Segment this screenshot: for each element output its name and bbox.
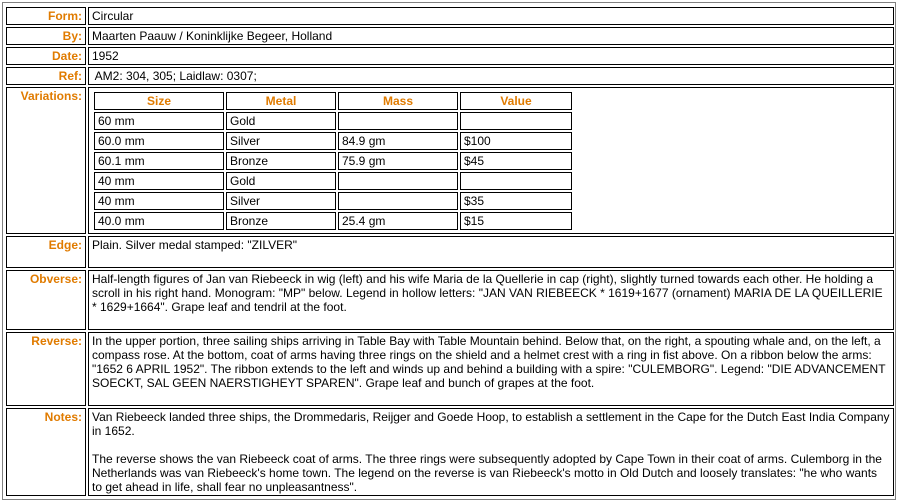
variations-table bbox=[92, 90, 574, 232]
mass-cell: 25.4 gm bbox=[338, 212, 458, 230]
mass-cell bbox=[338, 172, 458, 190]
value-cell bbox=[460, 172, 572, 190]
metal-cell: Silver bbox=[226, 192, 336, 210]
value-cell: $100 bbox=[460, 132, 572, 150]
table-row bbox=[94, 172, 572, 190]
ref-value: AM2: 304, 305; Laidlaw: 0307; bbox=[88, 67, 894, 85]
edge-label: Edge: bbox=[6, 236, 86, 268]
variations-label: Variations: bbox=[6, 87, 86, 234]
size-cell: 40 mm bbox=[94, 172, 224, 190]
form-value: Circular bbox=[88, 7, 894, 25]
date-value: 1952 bbox=[88, 47, 894, 65]
mass-cell: 75.9 gm bbox=[338, 152, 458, 170]
mass-cell bbox=[338, 112, 458, 130]
reverse-text: In the upper portion, three sailing ships arriving in Table Bay with Table Mountain behind. Below that, on the right, a spouting whale and, on the left, a compass rose. At the bottom, coat of arms having three rings on the shield and a helmet crest with a ring in fist above. On a ribbon below the arms: "1652 6 APRIL 1952". The ribbon extends to the left and winds up and behind a building with a spire: "CULEMBORG". Legend: "DIE ADVANCEMENT SOECKT, SAL GEEN NAERSTIGHEYT SPAREN". Grape leaf and bunch of grapes at the foot. bbox=[92, 334, 886, 390]
table-row bbox=[94, 152, 572, 170]
size-cell: 60.1 mm bbox=[94, 152, 224, 170]
metal-cell: Gold bbox=[226, 172, 336, 190]
metal-cell: Bronze bbox=[226, 152, 336, 170]
edge-text: Plain. Silver medal stamped: "ZILVER" bbox=[92, 238, 298, 252]
edge-value bbox=[88, 236, 894, 268]
medal-details-table bbox=[4, 5, 896, 498]
mass-cell: 84.9 gm bbox=[338, 132, 458, 150]
edge-row bbox=[6, 236, 894, 268]
header-metal: Metal bbox=[226, 92, 336, 110]
size-cell: 40 mm bbox=[94, 192, 224, 210]
obverse-row bbox=[6, 270, 894, 330]
by-value: Maarten Paauw / Koninklijke Begeer, Holland bbox=[88, 27, 894, 45]
variations-header-row bbox=[94, 92, 572, 110]
notes-label: Notes: bbox=[6, 408, 86, 496]
metal-cell: Silver bbox=[226, 132, 336, 150]
ref-row bbox=[6, 67, 894, 85]
date-row bbox=[6, 47, 894, 65]
reverse-row bbox=[6, 332, 894, 406]
value-cell: $45 bbox=[460, 152, 572, 170]
metal-cell: Bronze bbox=[226, 212, 336, 230]
size-cell: 60.0 mm bbox=[94, 132, 224, 150]
header-mass: Mass bbox=[338, 92, 458, 110]
table-row bbox=[94, 212, 572, 230]
form-label: Form: bbox=[6, 7, 86, 25]
notes-paragraph-2: The reverse shows the van Riebeeck coat of arms. The three rings were subsequently adopted by Cape Town in their coat of arms. Culemborg in the Netherlands was van Riebeeck's home town. The legend on the reverse is van Riebeeck's motto in Old Dutch and loosely translates: "he who wants to get ahead in life, shall fear no unpleasantness". bbox=[92, 452, 882, 494]
obverse-label: Obverse: bbox=[6, 270, 86, 330]
header-size: Size bbox=[94, 92, 224, 110]
value-cell: $15 bbox=[460, 212, 572, 230]
ref-label: Ref: bbox=[6, 67, 86, 85]
obverse-value bbox=[88, 270, 894, 330]
size-cell: 40.0 mm bbox=[94, 212, 224, 230]
size-cell: 60 mm bbox=[94, 112, 224, 130]
table-row bbox=[94, 112, 572, 130]
notes-value bbox=[88, 408, 894, 496]
variations-row bbox=[6, 87, 894, 234]
metal-cell: Gold bbox=[226, 112, 336, 130]
reverse-label: Reverse: bbox=[6, 332, 86, 406]
form-row bbox=[6, 7, 894, 25]
obverse-text: Half-length figures of Jan van Riebeeck in wig (left) and his wife Maria de la Quellerie in cap (right), slightly turned towards each other. He holding a scroll in his right hand. Monogram: "MP" below. Legend in hollow letters: "JAN VAN RIEBEECK * 1619+1677 (ornament) MARIA DE LA QUEILLERIE * 1629+1664". Grape leaf and tendril at the foot. bbox=[92, 272, 883, 314]
notes-row bbox=[6, 408, 894, 496]
reverse-value bbox=[88, 332, 894, 406]
by-row bbox=[6, 27, 894, 45]
date-label: Date: bbox=[6, 47, 86, 65]
value-cell: $35 bbox=[460, 192, 572, 210]
variations-cell bbox=[88, 87, 894, 234]
header-value: Value bbox=[460, 92, 572, 110]
notes-paragraph-1: Van Riebeeck landed three ships, the Drommedaris, Reijger and Goede Hoop, to establish a settlement in the Cape for the Dutch East India Company in 1652. bbox=[92, 410, 890, 438]
mass-cell bbox=[338, 192, 458, 210]
value-cell bbox=[460, 112, 572, 130]
table-row bbox=[94, 132, 572, 150]
table-row bbox=[94, 192, 572, 210]
by-label: By: bbox=[6, 27, 86, 45]
